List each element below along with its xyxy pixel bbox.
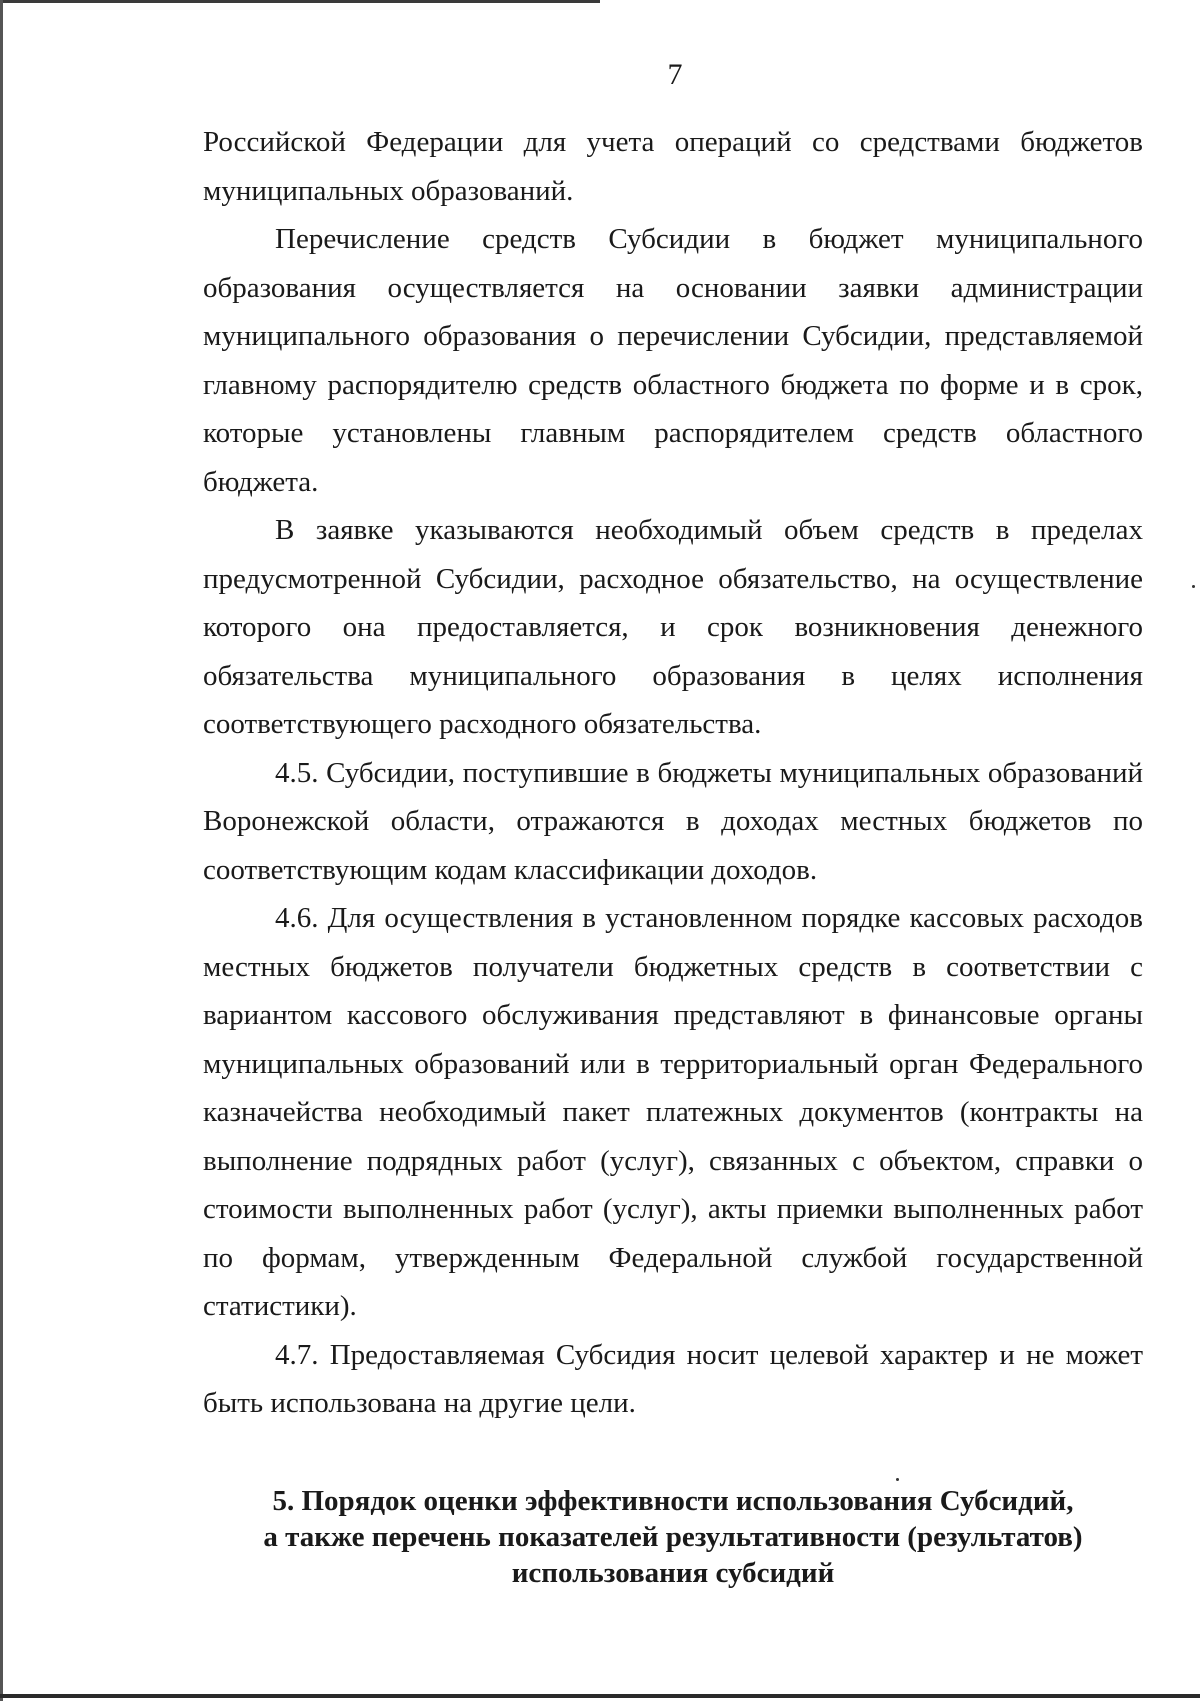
section-heading-line-3: использования субсидий: [511, 1556, 835, 1589]
paragraph-transfer-of-funds: Перечисление средств Субсидии в бюджет муниципального образования осуществляется на основании заявки администрации муниципального образования о перечислении Субсидии, представляемой главному распорядителю средств областного бюджета по форме и в срок, которые установлены главным распорядителем средств областного бюджета.: [203, 223, 1143, 498]
scan-speck: [1192, 585, 1195, 588]
scan-top-edge: [0, 0, 600, 3]
paragraph-application-contents: В заявке указываются необходимый объем средств в пределах предусмотренной Субсидии, расходное обязательство, на осуществление которого она предоставляется, и срок возникновения денежного обязательства муниципального образования в целях исполнения соответствующего расходного обязательства.: [203, 514, 1143, 740]
paragraph-continuation: Российской Федерации для учета операций со средствами бюджетов муниципальных образований.: [203, 126, 1143, 207]
document-body: [203, 118, 1143, 1591]
section-heading-line-2: а также перечень показателей результативности (результатов): [263, 1520, 1083, 1553]
paragraph-clause-4-5: 4.5. Субсидии, поступившие в бюджеты муниципальных образований Воронежской области, отражаются в доходах местных бюджетов по соответствующим кодам классификации доходов.: [203, 756, 1143, 886]
paragraph-clause-4-7: 4.7. Предоставляемая Субсидия носит целевой характер и не может быть использована на другие цели.: [203, 1338, 1143, 1419]
section-heading-line-1: 5. Порядок оценки эффективности использования Субсидий,: [272, 1484, 1074, 1517]
scan-bottom-edge: [0, 1694, 1200, 1698]
page-number: 7: [667, 58, 683, 91]
paragraph-clause-4-6: 4.6. Для осуществления в установленном порядке кассовых расходов местных бюджетов получатели бюджетных средств в соответствии с вариантом кассового обслуживания представляют в финансовые органы муниципальных образований или в территориальный орган Федерального казначейства необходимый пакет платежных документов (контракты на выполнение подрядных работ (услуг), связанных с объектом, справки о стоимости выполненных работ (услуг), акты приемки выполненных работ по формам, утвержденным Федеральной службой государственной статистики).: [203, 902, 1143, 1322]
scan-left-edge: [0, 0, 3, 1701]
section-heading: [203, 1483, 1143, 1591]
